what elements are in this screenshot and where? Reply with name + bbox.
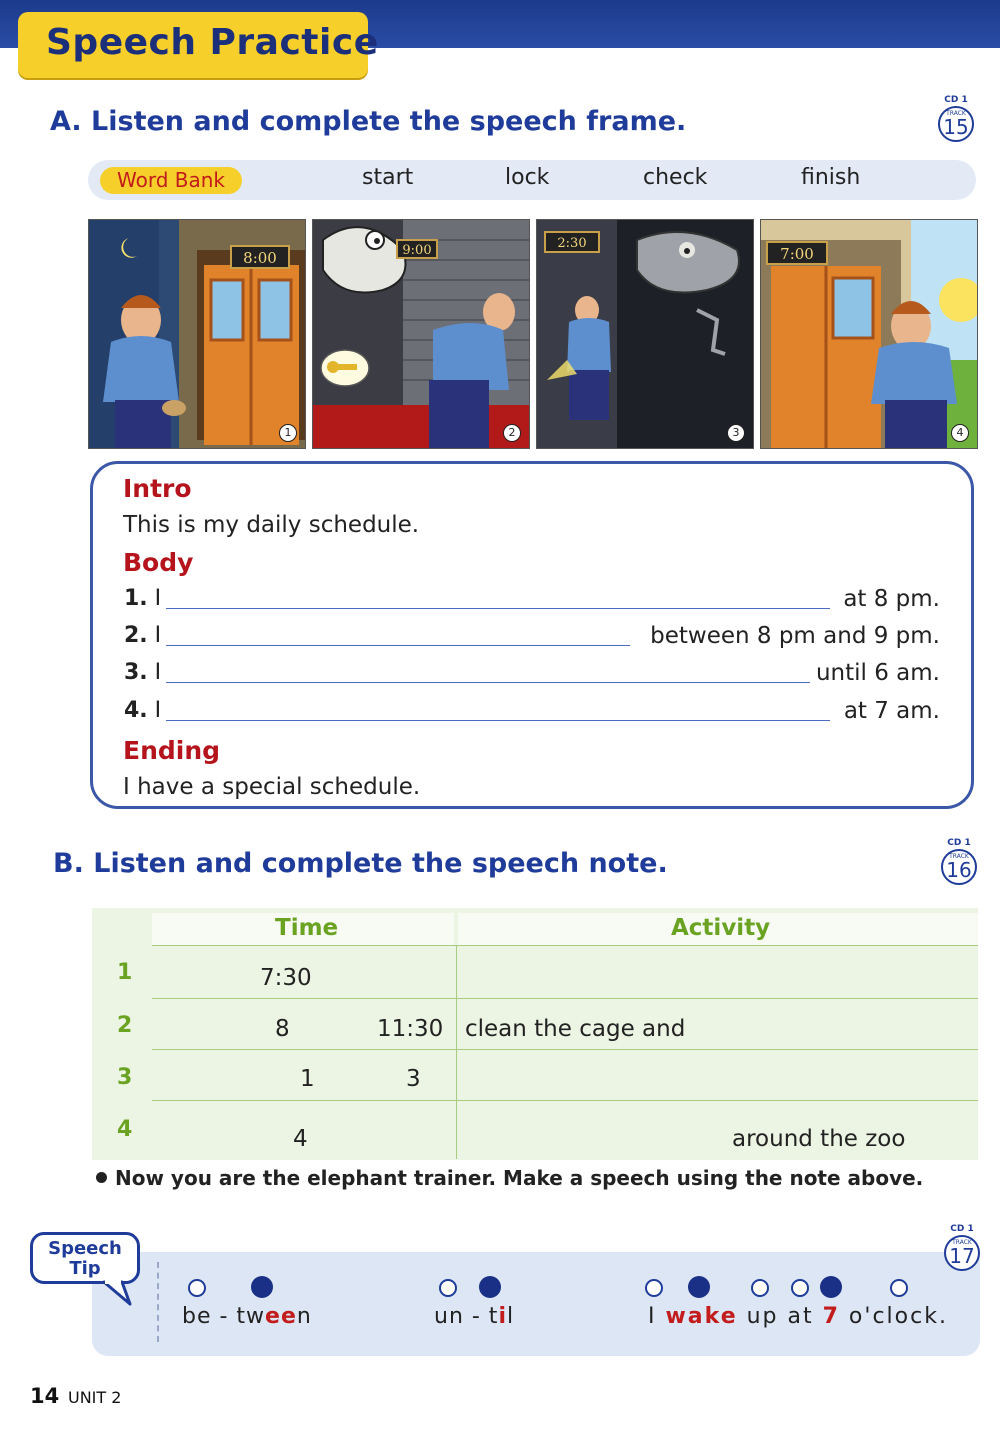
body-row-1 [124,586,944,618]
table-row-number: 3 [117,1065,133,1090]
tip-word-until [434,1304,514,1329]
picture-4 [760,219,978,449]
unstressed-dot-icon [751,1279,769,1297]
guard-checks-hall-illustration [537,220,753,448]
row-start: I [154,698,162,723]
activity-value: around the zoo [732,1126,906,1152]
answer-blank-3[interactable] [166,682,810,683]
row-tail: at 8 pm. [843,586,940,612]
track-label: TRACK [949,853,969,860]
unstressed-dot-icon [439,1279,457,1297]
ending-text: I have a special schedule. [123,774,421,800]
track-label: TRACK [946,110,966,117]
stressed-dot-icon [688,1276,710,1298]
tip-word-between [182,1304,312,1329]
activity-value: clean the cage and [465,1016,686,1042]
stressed-dot-icon [479,1276,501,1298]
syllable: n [296,1304,312,1329]
activity-header: Activity [671,915,771,941]
time-header: Time [275,915,339,941]
picture-number: 3 [727,424,745,442]
sentence-part: I [648,1304,666,1329]
stressed-word: wake [665,1304,738,1329]
row-start: I [154,660,162,685]
cd-icon [941,849,977,885]
guard-finishes-illustration [761,220,977,448]
cd-icon [944,1235,980,1271]
stressed-dot-icon [251,1276,273,1298]
speech-tip-line2: Tip [69,1258,101,1279]
answer-blank-1[interactable] [166,608,830,609]
page-title: Speech Practice [46,22,379,63]
row-number: 4. [124,698,148,723]
time-value: 8 [275,1016,290,1042]
cd-label: CD 1 [944,95,968,105]
answer-blank-2[interactable] [166,645,630,646]
row-number: 2. [124,623,148,648]
time-value: 1 [300,1066,315,1092]
instruction-line [96,1166,923,1190]
picture-2 [312,219,530,449]
time-value: 3 [406,1066,421,1092]
speech-bubble-tail-icon [100,1280,134,1306]
cd-label: CD 1 [947,838,971,848]
stressed-syllable: ee [265,1304,297,1329]
speech-tip-label [30,1232,140,1284]
table-rule [152,1049,978,1050]
table-column-divider [456,945,457,1159]
intro-text: This is my daily schedule. [123,512,420,538]
track-label: TRACK [952,1239,972,1246]
clock-text: 2:30 [557,236,587,251]
table-rule [152,945,978,946]
section-b-heading: B. Listen and complete the speech note. [53,848,668,879]
table-row-number: 2 [117,1013,133,1038]
body-row-3 [124,660,944,692]
row-number: 3. [124,660,148,685]
word-bank-word: check [643,165,708,190]
intro-label: Intro [123,474,192,503]
stressed-word: 7 [822,1304,840,1329]
clock-text: 8:00 [243,249,277,267]
cd-icon [938,106,974,142]
stressed-dot-icon [820,1276,842,1298]
row-tail: until 6 am. [815,660,940,686]
row-start: I [154,586,162,611]
row-number: 1. [124,586,148,611]
track-number: 15 [943,115,969,139]
tip-divider [157,1262,159,1342]
body-label: Body [123,548,194,577]
row-tail: between 8 pm and 9 pm. [650,623,940,649]
unstressed-dot-icon [890,1279,908,1297]
word-bank-label: Word Bank [100,167,242,194]
picture-number: 4 [951,424,969,442]
section-a-heading: A. Listen and complete the speech frame. [50,106,687,137]
stressed-syllable: i [498,1304,507,1329]
table-row-number: 4 [117,1117,133,1142]
cd-label: CD 1 [950,1224,974,1234]
cd-track-16-badge[interactable] [940,838,978,885]
word-bank-word: finish [801,165,861,190]
word-bank-word: start [362,165,414,190]
speech-tip-line1: Speech [48,1238,122,1259]
guard-arrives-illustration [89,220,305,448]
syllable: un - t [434,1304,499,1329]
table-row-number: 1 [117,960,133,985]
instruction-text: Now you are the elephant trainer. Make a speech using the note above. [115,1166,924,1190]
word-bank-word: lock [505,165,550,190]
unstressed-dot-icon [188,1279,206,1297]
page-number: 14 [30,1384,60,1408]
sentence-part: up at [737,1304,823,1329]
unstressed-dot-icon [645,1279,663,1297]
picture-number: 2 [503,424,521,442]
track-number: 16 [946,858,972,882]
table-rule [152,998,978,999]
body-row-4 [124,698,944,730]
table-rule [152,1100,978,1101]
tip-sentence [648,1304,948,1329]
cd-track-15-badge[interactable] [937,95,975,142]
bullet-icon [96,1172,107,1183]
answer-blank-4[interactable] [166,720,830,721]
sentence-part: o'clock. [839,1304,948,1329]
cd-track-17-badge[interactable] [943,1224,981,1271]
unit-label: UNIT 2 [68,1388,122,1407]
row-tail: at 7 am. [843,698,940,724]
time-value: 4 [293,1126,308,1152]
time-value: 11:30 [377,1016,444,1042]
body-row-2 [124,623,944,655]
syllable: l [506,1304,515,1329]
ending-label: Ending [123,736,221,765]
picture-number: 1 [279,424,297,442]
unstressed-dot-icon [791,1279,809,1297]
clock-text: 9:00 [402,243,432,258]
guard-locks-door-illustration [313,220,529,448]
time-value: 7:30 [260,965,312,991]
picture-3 [536,219,754,449]
picture-1 [88,219,306,449]
row-start: I [154,623,162,648]
clock-text: 7:00 [780,245,814,263]
syllable: be - tw [182,1304,266,1329]
track-number: 17 [949,1244,975,1268]
